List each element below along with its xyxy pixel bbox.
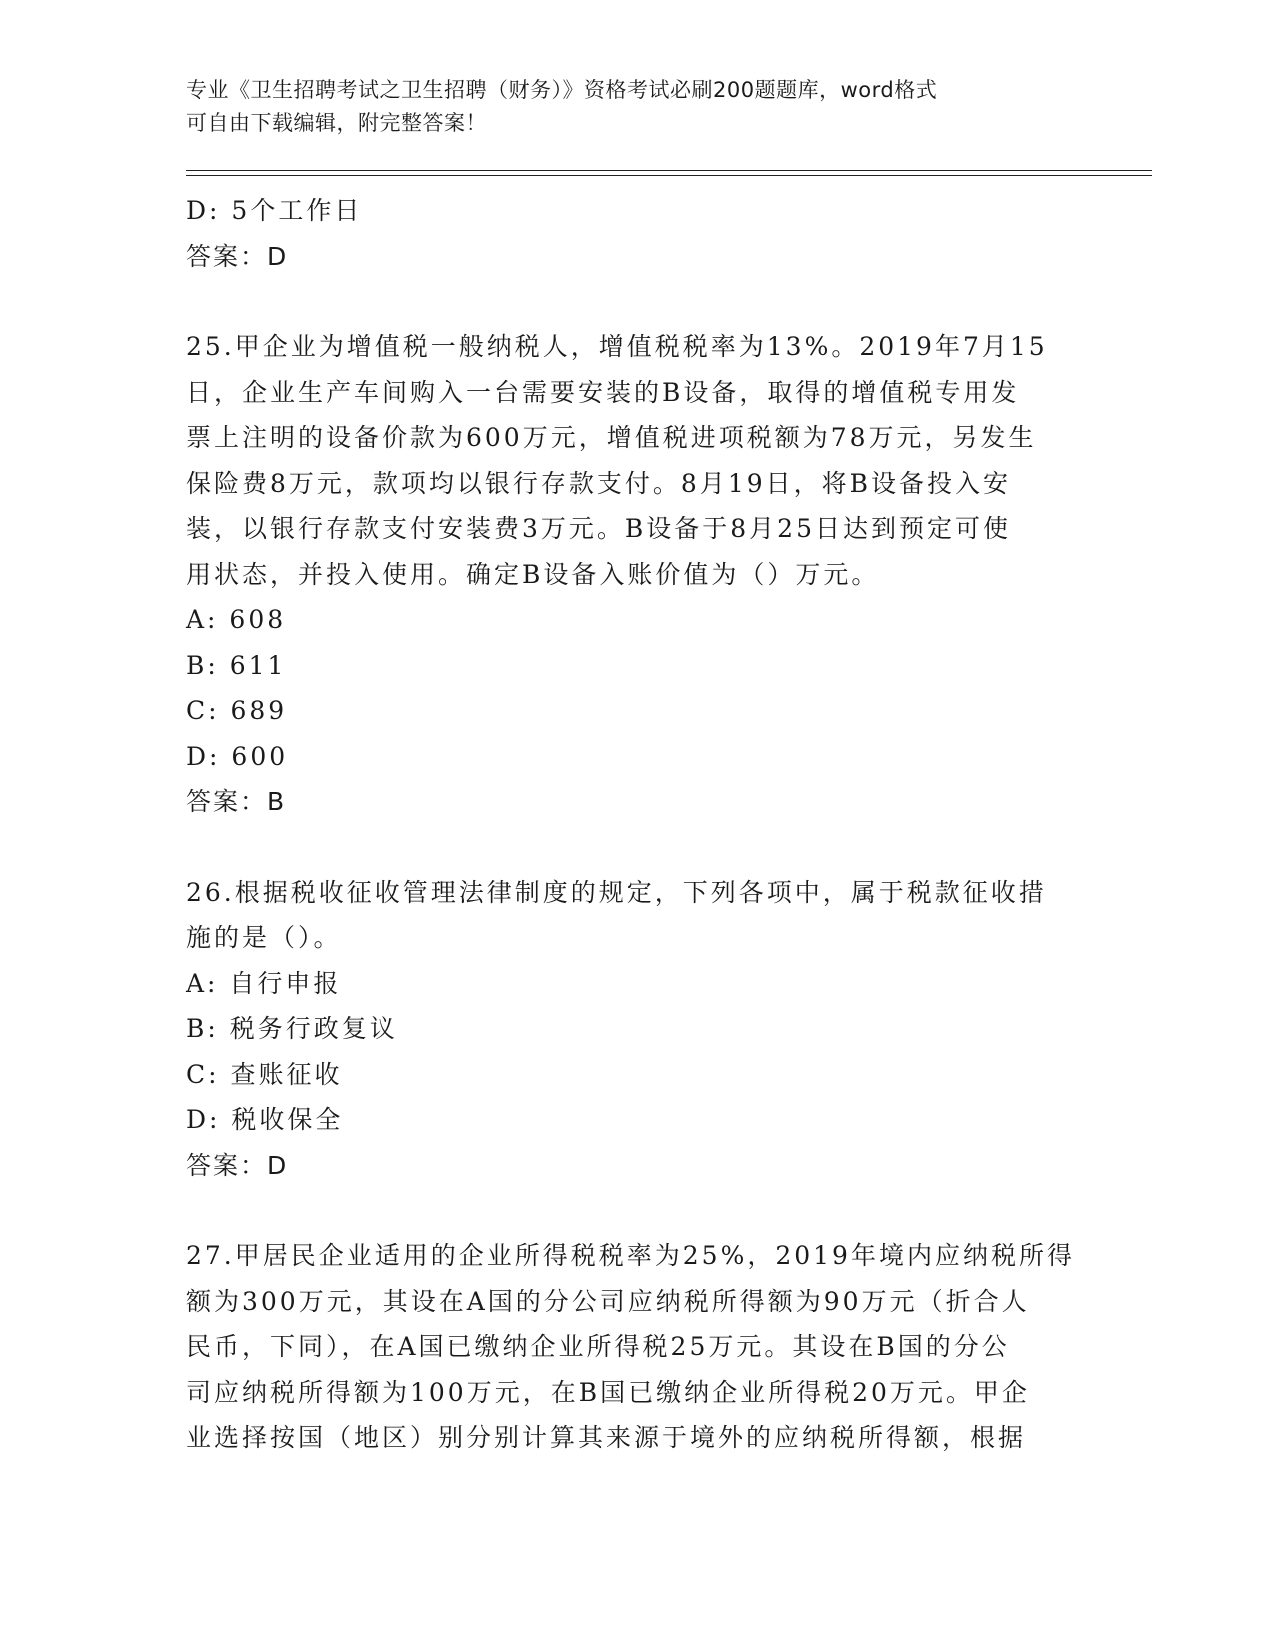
- spacer: [186, 1188, 1076, 1233]
- question-line: 26.根据税收征收管理法律制度的规定，下列各项中，属于税款征收措: [186, 877, 1047, 907]
- question-line: 业选择按国（地区）别分别计算其来源于境外的应纳税所得额，根据: [186, 1423, 1027, 1452]
- answer: 答案：B: [186, 787, 287, 816]
- question-line: 装，以银行存款支付安装费3万元。B设备于8月25日达到预定可使: [186, 514, 1011, 543]
- option-d: D: 税收保全: [186, 1105, 344, 1134]
- spacer: [186, 279, 1076, 324]
- question-line: 民币，下同），在A国已缴纳企业所得税25万元。其设在B国的分公: [186, 1332, 1010, 1361]
- question-line: 额为300万元，其设在A国的分公司应纳税所得额为90万元（折合人: [186, 1286, 1030, 1316]
- header-line-1: 专业《卫生招聘考试之卫生招聘（财务）》资格考试必刷200题题库，word格式: [186, 78, 938, 102]
- document-body: [186, 188, 1076, 1461]
- answer: 答案：D: [186, 1150, 289, 1180]
- header-rule-top: [186, 170, 1152, 171]
- option-d: D: 600: [186, 741, 289, 771]
- question-line: 25.甲企业为增值税一般纳税人，增值税税率为13%。2019年7月15: [186, 332, 1048, 361]
- question-line: 保险费8万元，款项均以银行存款支付。8月19日，将B设备投入安: [186, 468, 1011, 498]
- page-header: [186, 74, 1066, 140]
- header-rule-bottom: [186, 175, 1152, 176]
- spacer: [186, 825, 1076, 870]
- question-line: 日，企业生产车间购入一台需要安装的B设备，取得的增值税专用发: [186, 377, 1020, 407]
- question-line: 用状态，并投入使用。确定B设备入账价值为（）万元。: [186, 559, 880, 589]
- option-c: C: 689: [186, 696, 288, 725]
- question-line: 票上注明的设备价款为600万元，增值税进项税额为78万元，另发生: [186, 423, 1037, 452]
- option-c: C: 查账征收: [186, 1059, 343, 1089]
- option-a: A: 608: [186, 605, 287, 634]
- option-a: A: 自行申报: [186, 968, 342, 998]
- question-line: 司应纳税所得额为100万元，在B国已缴纳企业所得税20万元。甲企: [186, 1377, 1030, 1407]
- question-26: [186, 870, 1076, 1189]
- question-line: 施的是（）。: [186, 923, 342, 952]
- question-27: [186, 1233, 1076, 1461]
- option-b: B: 611: [186, 650, 287, 680]
- option-b: B: 税务行政复议: [186, 1014, 398, 1043]
- header-line-2: 可自由下载编辑，附完整答案！: [186, 111, 487, 135]
- question-line: 27.甲居民企业适用的企业所得税税率为25%，2019年境内应纳税所得: [186, 1241, 1075, 1270]
- prev-option-d: D: 5个工作日: [186, 196, 363, 225]
- question-25: [186, 324, 1076, 825]
- prev-answer: 答案：D: [186, 241, 289, 271]
